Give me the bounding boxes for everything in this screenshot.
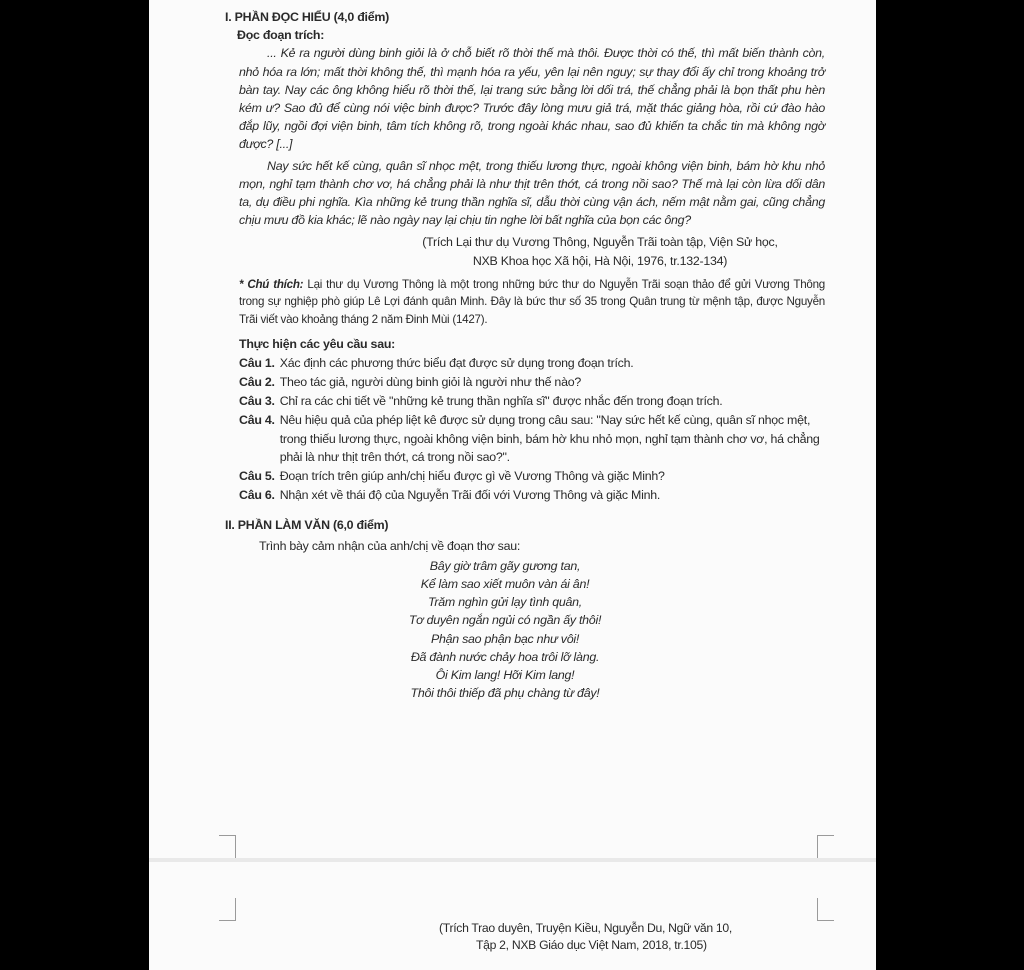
page-break [149,858,876,862]
document-page [149,0,876,970]
poem-line: Kể làm sao xiết muôn vàn ái ân! [420,577,590,592]
footnote-text: Lại thư dụ Vương Thông là một trong những bức thư do Nguyễn Trãi soạn thảo để gửi Vương Thông trong sự nghiệp phò giúp Lê Lợi đánh quân Minh. Đây là bức thư số 35 trong Quân trung từ mệnh tập, được Nguyễn Trãi viết vào khoảng tháng 2 năm Đinh Mùi (1427). [239,277,825,327]
essay-prompt: Trình bày cảm nhận của anh/chị về đoạn thơ sau: [259,538,521,553]
question-label: Câu 5. [239,469,275,484]
poem-source-line2: Tập 2, NXB Giáo dục Việt Nam, 2018, tr.105) [476,938,707,952]
poem-line: Ôi Kim lang! Hỡi Kim lang! [435,668,575,683]
crop-mark [817,898,834,921]
question-item [239,411,825,466]
page-content [225,8,825,702]
question-text: Xác định các phương thức biểu đạt được sử dụng trong đoạn trích. [279,355,634,370]
excerpt-source-line1: (Trích Lại thư dụ Vương Thông, Nguyễn Trãi toàn tập, Viện Sử học, [422,235,778,250]
question-label: Câu 3. [239,394,275,409]
question-item [239,392,825,410]
excerpt-source [225,233,825,269]
question-item [239,486,825,504]
footnote [239,276,825,329]
poem-line: Thôi thôi thiếp đã phụ chàng từ đây! [410,686,600,701]
poem-line: Đã đành nước chảy hoa trôi lỡ làng. [410,649,600,664]
crop-mark [219,898,236,921]
question-text: Đoạn trích trên giúp anh/chị hiểu được gì về Vương Thông và giặc Minh? [279,469,665,484]
question-list [225,354,825,505]
question-text: Theo tác giả, người dùng binh giỏi là người như thế nào? [279,375,582,390]
excerpt-source-line2: NXB Khoa học Xã hội, Hà Nội, 1976, tr.132-134) [472,253,728,268]
poem-source [439,920,819,954]
excerpt-paragraph-1: ... Kẻ ra người dùng binh giỏi là ở chỗ biết rõ thời thế mà thôi. Được thời có thế, thì mất biến thành còn, nhỏ hóa ra lớn; mất thời không thế, thì mạnh hóa ra yếu, yên lại nên nguy; sự thay đổi ấy chỉ trong khoảng trở bàn tay. Nay các ông không hiểu rõ thời thế, lại trang sức bằng lời dối trá, thế chẳng phải là bọn thất phu hèn kém ư? Sao đủ để cùng nói việc binh được? Trước đây lòng mưu giả trá, mặt thác giảng hòa, rồi cứ đào hào đắp lũy, ngồi đợi viện binh, tâm tích không rõ, trong ngoài khác nhau, sao đủ khiến ta chắc tin mà không ngờ được? [...] [239,46,825,152]
crop-mark [817,835,834,858]
crop-mark [219,835,236,858]
question-label: Câu 6. [239,488,275,503]
poem-line: Phận sao phận bạc như vôi! [430,631,580,646]
excerpt-label: Đọc đoạn trích: [237,28,325,43]
question-text: Nhận xét về thái độ của Nguyễn Trãi đối với Vương Thông và giặc Minh. [279,488,661,503]
excerpt-paragraph-2: Nay sức hết kế cùng, quân sĩ nhọc mệt, trong thiếu lương thực, ngoài không viện binh, bám hờ khu nhỏ mọn, nghỉ tạm thành chơ vơ, há chẳng phải là như thịt trên thớt, cá trong nồi sao? Thế mà lại còn lừa dối dân ta, dụ điều phi nghĩa. Kìa những kẻ trung thần nghĩa sĩ, dẫu thời cùng vận ách, nếm mật nằm gai, cũng chẳng chịu mưu đồ kia khác; lẽ nào ngày nay lại chịu tin nghe lời bất nghĩa của bọn các ông? [239,158,825,228]
tasks-title: Thực hiện các yêu cầu sau: [239,336,396,351]
question-label: Câu 4. [239,413,275,428]
question-label: Câu 2. [239,375,275,390]
poem-source-line1: (Trích Trao duyên, Truyện Kiều, Nguyễn Du, Ngữ văn 10, [439,921,732,935]
question-label: Câu 1. [239,355,275,370]
question-item [239,467,825,485]
poem-line: Trăm nghìn gửi lạy tình quân, [428,595,582,610]
question-item [239,354,825,372]
section1-heading: I. PHẦN ĐỌC HIỂU (4,0 điểm) [225,10,389,24]
question-text: Nêu hiệu quả của phép liệt kê được sử dụng trong câu sau: "Nay sức hết kế cùng, quân sĩ nhọc mệt, trong thiếu lương thực, ngoài không viện binh, bám hờ khu nhỏ mọn, nghỉ tạm thành chơ vơ, há chẳng phải là như thịt trên thớt, cá trong nồi sao?". [279,413,820,464]
poem-line: Tơ duyên ngắn ngủi có ngần ấy thôi! [408,613,602,628]
section2-heading: II. PHẦN LÀM VĂN (6,0 điểm) [225,518,389,533]
poem-line: Bây giờ trâm gãy gương tan, [429,558,581,573]
question-item [239,373,825,391]
footnote-label: * Chú thích: [239,277,304,291]
poem [225,557,825,703]
question-text: Chỉ ra các chi tiết về "những kẻ trung thần nghĩa sĩ" được nhắc đến trong đoạn trích. [279,394,723,409]
